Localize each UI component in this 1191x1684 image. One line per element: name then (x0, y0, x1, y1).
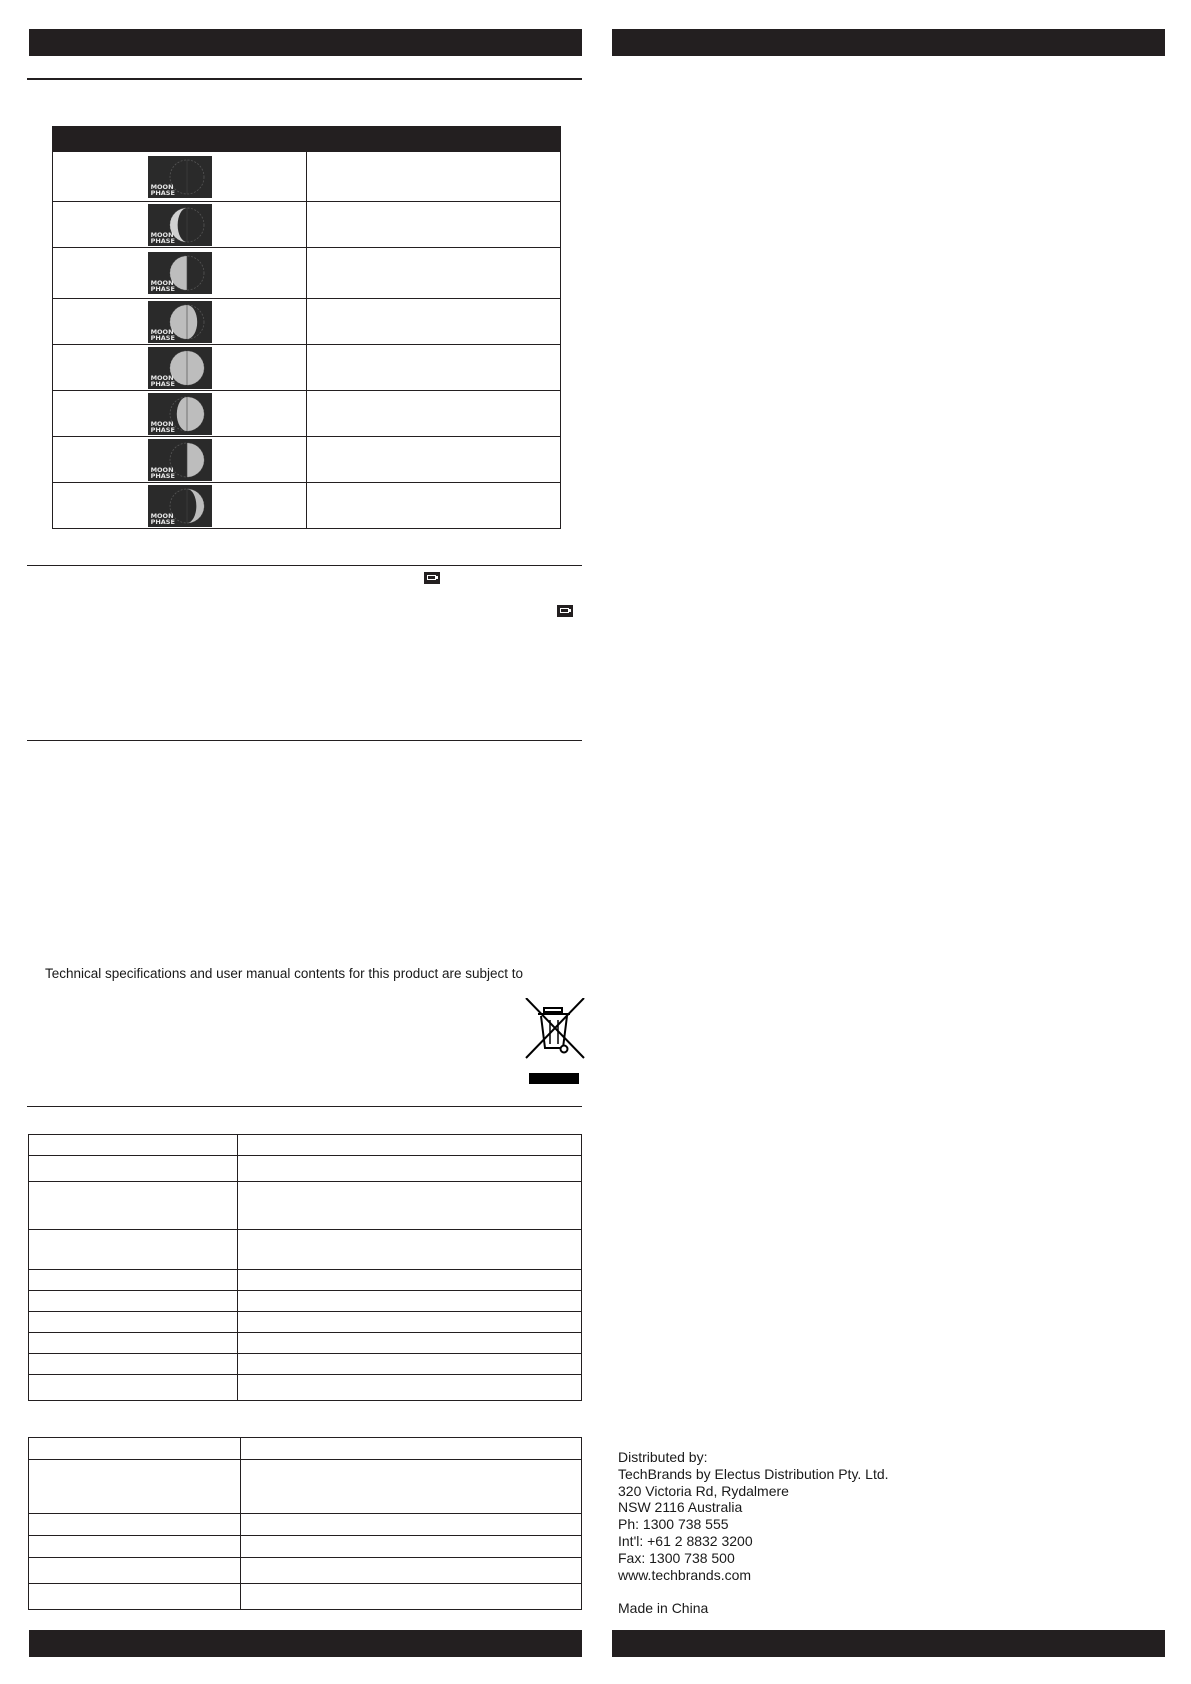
spec-value-cell (241, 1536, 582, 1558)
moon-phase-icon-label: MOON PHASE (150, 465, 175, 480)
crossed-out-wheelie-bin-icon (524, 998, 586, 1060)
moon-phase-row (53, 202, 561, 248)
moon-phase-row (53, 152, 561, 202)
section-rule (27, 1106, 582, 1107)
spec-label-cell (29, 1438, 241, 1460)
moon-phase-icon-label: MOON PHASE (150, 327, 175, 342)
moon-phase-last-quarter-icon (148, 439, 212, 481)
spec-label-cell (29, 1291, 238, 1312)
left-footer-bar (29, 1630, 582, 1657)
distributor-company: TechBrands by Electus Distribution Pty. Ltd. (618, 1465, 889, 1482)
spec-row (29, 1354, 582, 1375)
moon-phase-waxing-gibbous-icon (148, 301, 212, 343)
moon-phase-icon-label: MOON PHASE (150, 182, 175, 197)
spec-row (29, 1156, 582, 1182)
moon-phase-image-cell (53, 483, 307, 529)
moon-phase-table-header (53, 127, 561, 152)
moon-phase-icon-label: MOON PHASE (150, 511, 175, 526)
spec-value-cell (241, 1558, 582, 1584)
moon-phase-row (53, 437, 561, 483)
spec-label-cell (29, 1270, 238, 1291)
distributor-info (618, 1449, 889, 1617)
left-header-bar (29, 29, 582, 56)
distributor-intl-phone: Int'l: +61 2 8832 3200 (618, 1532, 753, 1549)
moon-phase-image-cell (53, 437, 307, 483)
moon-phase-image-cell (53, 345, 307, 391)
spec-value-cell (241, 1438, 582, 1460)
spec-label-cell (29, 1156, 238, 1182)
moon-phase-description-cell (307, 299, 561, 345)
spec-row (29, 1291, 582, 1312)
distributor-heading: Distributed by: (618, 1449, 708, 1465)
specification-notice: Technical specifications and user manual contents for this product are subject to (45, 966, 524, 981)
spec-label-cell (29, 1536, 241, 1558)
section-rule (27, 740, 582, 741)
moon-phase-description-cell (307, 202, 561, 248)
spec-row (29, 1584, 582, 1610)
header-cell (53, 127, 307, 152)
moon-phase-image-cell (53, 299, 307, 345)
spec-label-cell (29, 1375, 238, 1401)
moon-phase-icon-label: MOON PHASE (150, 279, 175, 293)
moon-phase-new-icon (148, 156, 212, 198)
spec-label-cell (29, 1333, 238, 1354)
section-rule (27, 78, 582, 80)
spec-row (29, 1438, 582, 1460)
distributor-street: 320 Victoria Rd, Rydalmere (618, 1482, 789, 1499)
spec-value-cell (241, 1460, 582, 1514)
spec-label-cell (29, 1584, 241, 1610)
spec-value-cell (238, 1230, 582, 1270)
spec-row (29, 1536, 582, 1558)
distributor-website: www.techbrands.com (618, 1566, 752, 1583)
spec-value-cell (238, 1270, 582, 1291)
spec-value-cell (238, 1333, 582, 1354)
spec-label-cell (29, 1514, 241, 1536)
spec-label-cell (29, 1135, 238, 1156)
moon-phase-row (53, 345, 561, 391)
distributor-region: NSW 2116 Australia (618, 1499, 743, 1516)
moon-phase-icon-label: MOON PHASE (150, 373, 175, 388)
spec-value-cell (238, 1156, 582, 1182)
moon-phase-description-cell (307, 437, 561, 483)
moon-phase-row (53, 391, 561, 437)
spec-label-cell (29, 1182, 238, 1230)
country-of-origin: Made in China (618, 1600, 709, 1617)
spec-value-cell (238, 1135, 582, 1156)
spec-label-cell (29, 1312, 238, 1333)
spec-row (29, 1270, 582, 1291)
moon-phase-row (53, 248, 561, 299)
spec-row (29, 1230, 582, 1270)
moon-phase-waning-gibbous-icon (148, 393, 212, 435)
moon-phase-description-cell (307, 483, 561, 529)
spec-row (29, 1135, 582, 1156)
distributor-phone: Ph: 1300 738 555 (618, 1516, 729, 1533)
moon-phase-full-icon (148, 347, 212, 389)
spec-row (29, 1333, 582, 1354)
spec-value-cell (238, 1312, 582, 1333)
specifications-table (28, 1437, 582, 1610)
spec-value-cell (238, 1354, 582, 1375)
spec-label-cell (29, 1460, 241, 1514)
spec-row (29, 1460, 582, 1514)
spec-row (29, 1558, 582, 1584)
spec-value-cell (238, 1375, 582, 1401)
right-header-bar (612, 29, 1165, 56)
spec-row (29, 1182, 582, 1230)
moon-phase-waning-crescent-icon (148, 485, 212, 527)
moon-phase-description-cell (307, 391, 561, 437)
spec-value-cell (238, 1291, 582, 1312)
spec-value-cell (241, 1514, 582, 1536)
spec-value-cell (238, 1182, 582, 1230)
spec-label-cell (29, 1354, 238, 1375)
spec-label-cell (29, 1230, 238, 1270)
moon-phase-waxing-crescent-icon (148, 204, 212, 246)
distributor-fax: Fax: 1300 738 500 (618, 1549, 735, 1566)
moon-phase-image-cell (53, 152, 307, 202)
spec-value-cell (241, 1584, 582, 1610)
section-rule (27, 565, 582, 566)
weee-bar (529, 1073, 579, 1084)
spec-row (29, 1375, 582, 1401)
moon-phase-image-cell (53, 391, 307, 437)
moon-phase-row (53, 299, 561, 345)
moon-phase-icon-label: MOON PHASE (150, 230, 175, 245)
right-footer-bar (612, 1630, 1165, 1657)
moon-phase-row (53, 483, 561, 529)
spec-row (29, 1312, 582, 1333)
spec-label-cell (29, 1558, 241, 1584)
moon-phase-description-cell (307, 248, 561, 299)
moon-phase-image-cell (53, 202, 307, 248)
moon-phase-icon-label: MOON PHASE (150, 419, 175, 434)
moon-phase-description-cell (307, 345, 561, 391)
specifications-table (28, 1134, 582, 1401)
moon-phase-image-cell (53, 248, 307, 299)
battery-low-icon (557, 605, 573, 617)
moon-phase-first-quarter-icon (148, 252, 212, 294)
spec-row (29, 1514, 582, 1536)
moon-phase-description-cell (307, 152, 561, 202)
battery-low-icon (424, 572, 440, 584)
header-cell (307, 127, 561, 152)
moon-phase-table (52, 126, 561, 529)
